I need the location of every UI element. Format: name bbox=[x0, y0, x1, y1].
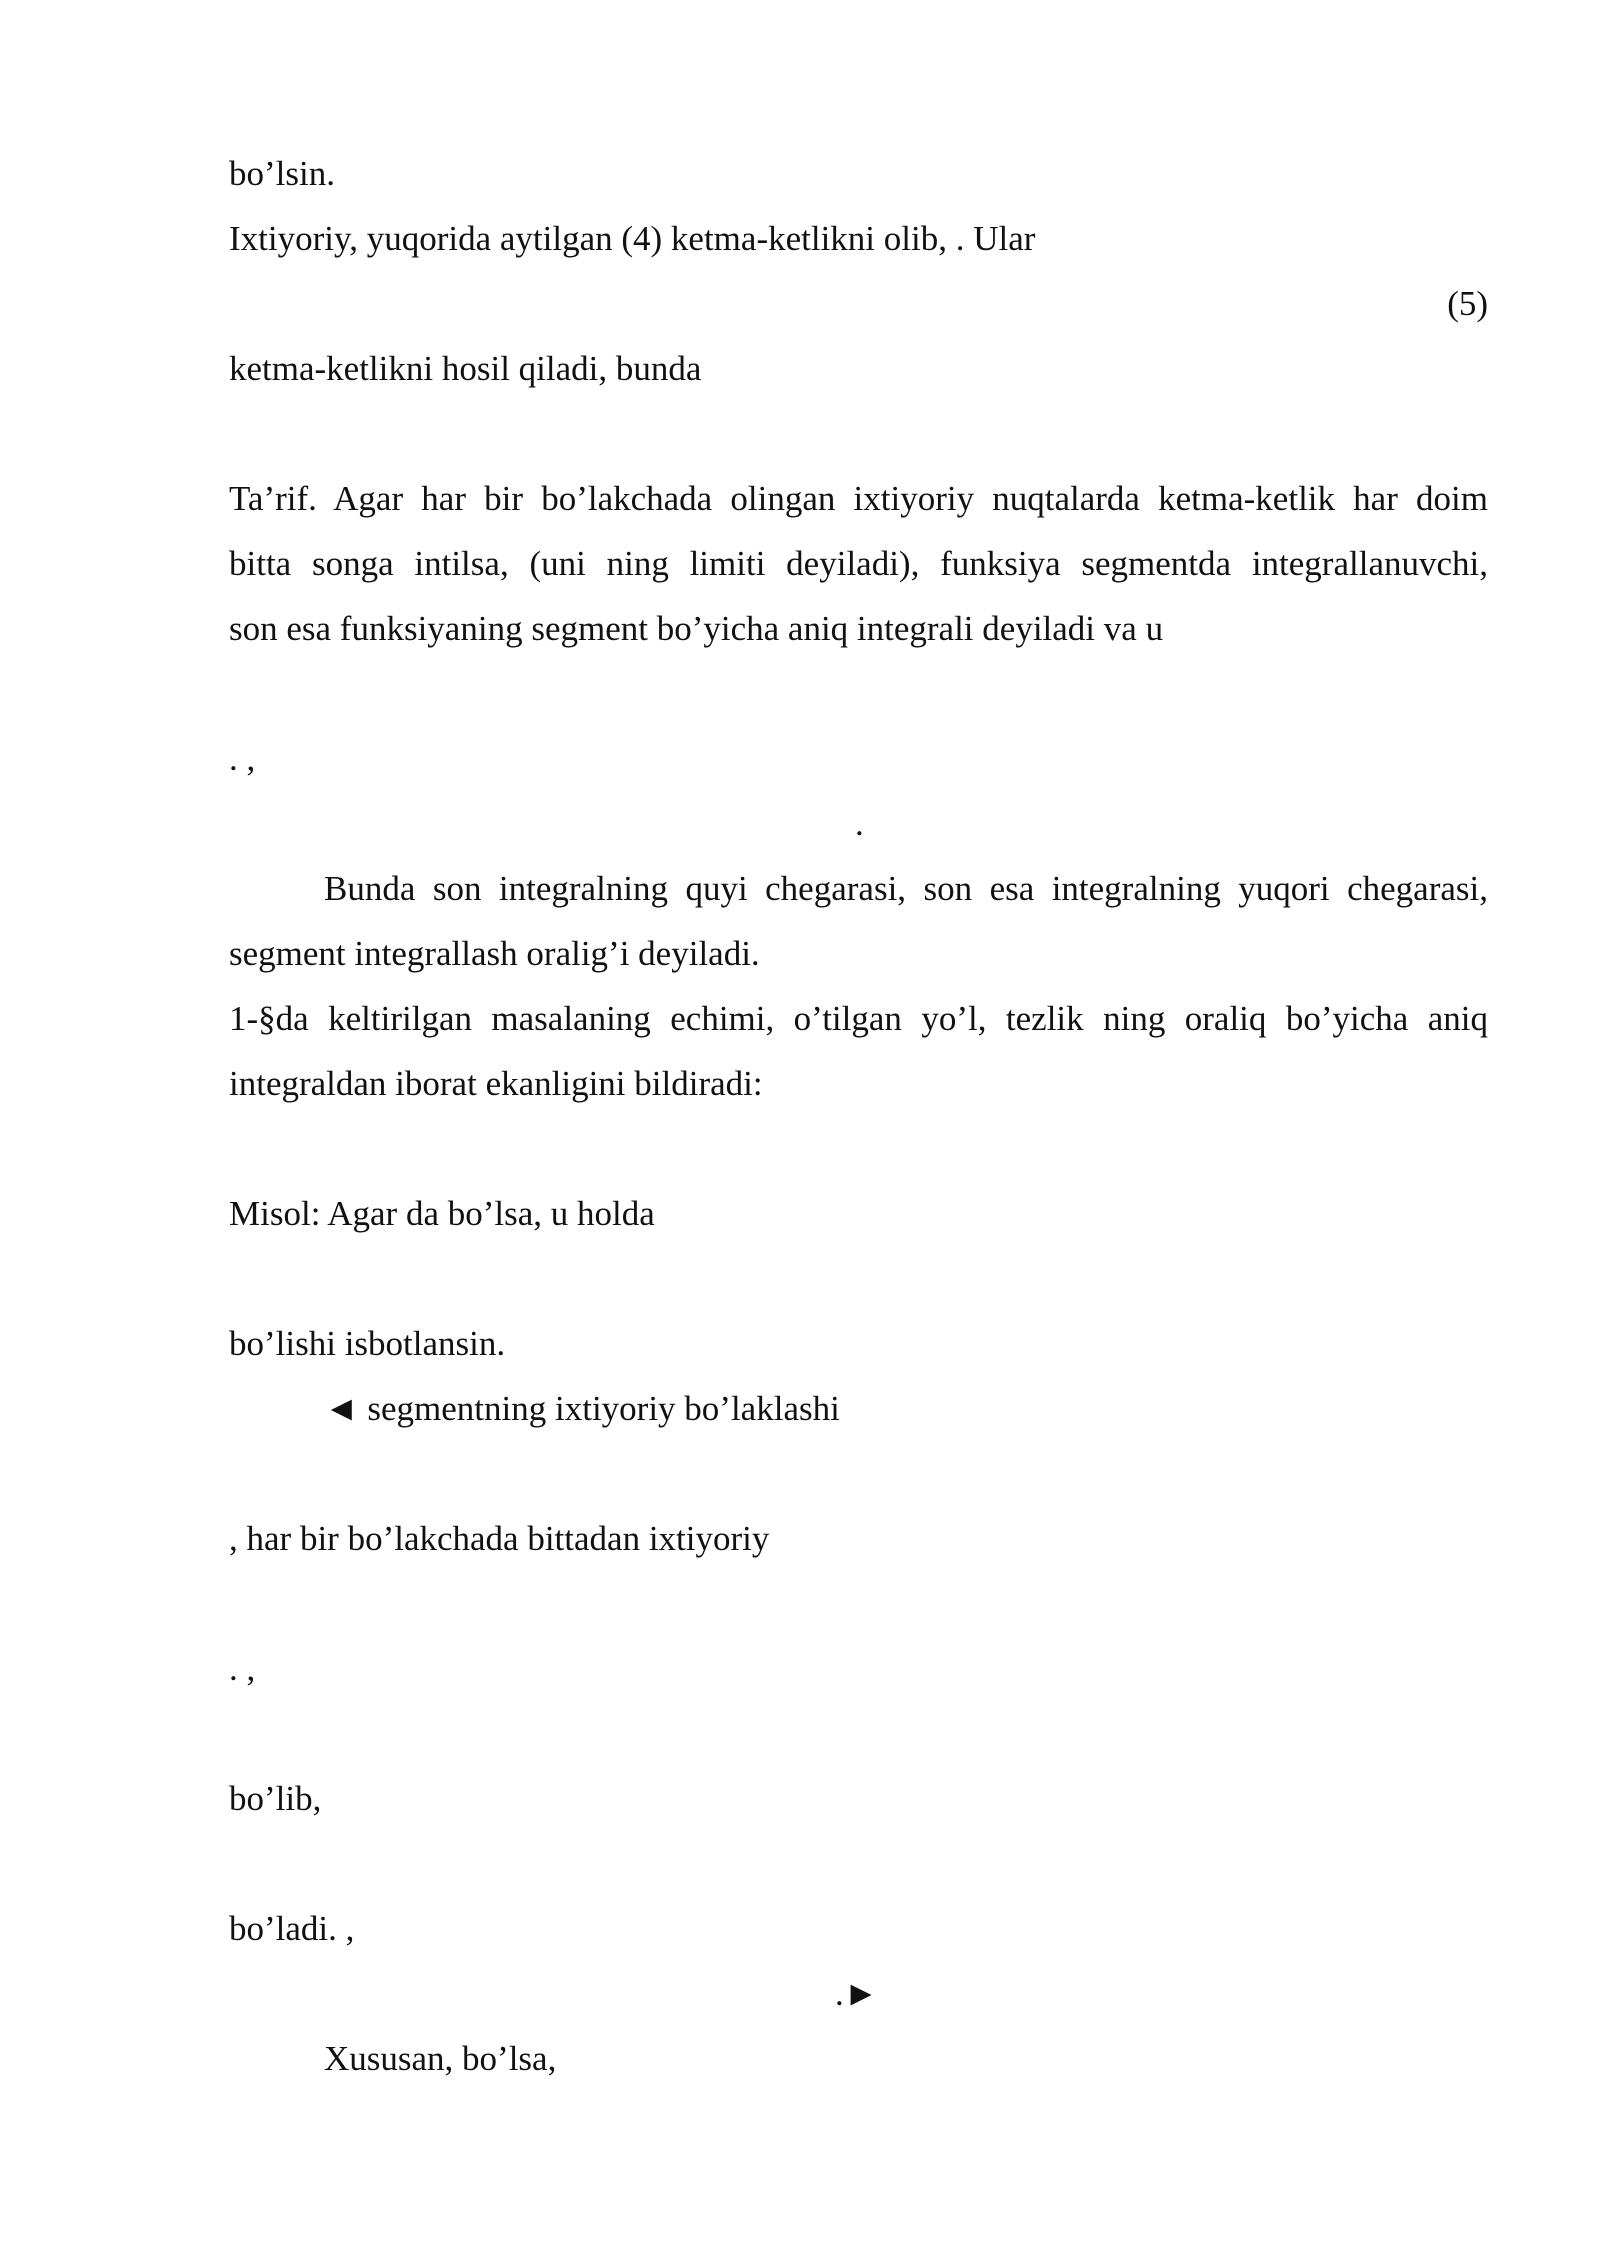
text-line: bo’lib, bbox=[229, 1779, 322, 1818]
text-line: bo’ladi. , bbox=[229, 1909, 355, 1948]
text-line: bo’lishi isbotlansin. bbox=[229, 1324, 506, 1363]
text-line: Bunda son integralning quyi chegarasi, son esa integralning yuqori chegarasi, bbox=[324, 869, 1488, 908]
proof-start-line: ◄ segmentning ixtiyoriy bo’laklashi bbox=[324, 1389, 840, 1428]
text-line: integraldan iborat ekanligini bildiradi: bbox=[229, 1064, 763, 1103]
definition-line: Ta’rif. Agar har bir bo’lakchada olingan ixtiyoriy nuqtalarda ketma-ketlik har doim bbox=[229, 479, 1488, 518]
text-line: bo’lsin. bbox=[229, 154, 335, 193]
definition-line: son esa funksiyaning segment bo’yicha aniq integrali deyiladi va u bbox=[229, 609, 1164, 648]
text-line: 1-§da keltirilgan masalaning echimi, o’tilgan yo’l, tezlik ning oraliq bo’yicha aniq bbox=[229, 999, 1488, 1038]
equation-number: (5) bbox=[1447, 284, 1488, 323]
formula-punctuation: . , bbox=[229, 739, 256, 778]
definition-line: bitta songa intilsa, (uni ning limiti deyiladi), funksiya segmentda integrallanuvchi, bbox=[229, 544, 1488, 583]
text-line: Ixtiyoriy, yuqorida aytilgan (4) ketma-ketlikni olib, . Ular bbox=[229, 219, 1036, 258]
formula-punctuation: . bbox=[855, 804, 864, 843]
text-line: segment integrallash oralig’i deyiladi. bbox=[229, 934, 760, 973]
text-line: Xususan, bo’lsa, bbox=[324, 2039, 557, 2078]
formula-punctuation: . , bbox=[229, 1649, 256, 1688]
example-line: Misol: Agar da bo’lsa, u holda bbox=[229, 1194, 655, 1233]
text-line: , har bir bo’lakchada bittadan ixtiyoriy bbox=[229, 1519, 770, 1558]
proof-end-mark: .► bbox=[835, 1974, 879, 2013]
text-line: ketma-ketlikni hosil qiladi, bunda bbox=[229, 349, 702, 388]
